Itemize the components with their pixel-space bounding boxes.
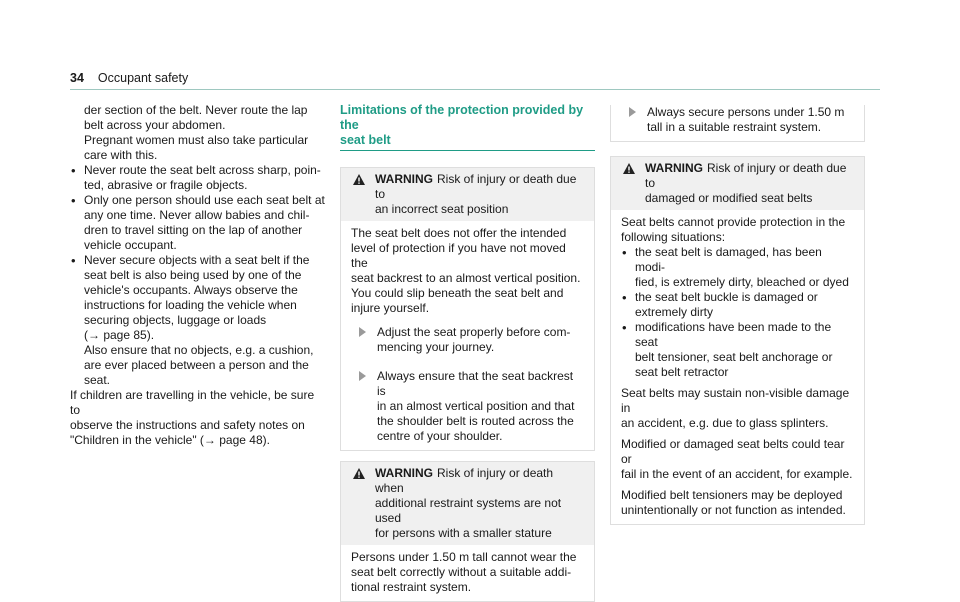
text-line: seat belt is also being used by one of the xyxy=(84,268,302,282)
text-line: fail in the event of an accident, for example. xyxy=(621,467,853,481)
text-line: Adjust the seat properly before com- xyxy=(377,325,571,339)
column-2 xyxy=(340,103,595,602)
text-line: any one time. Never allow babies and chil- xyxy=(84,208,310,222)
text-line: Also ensure that no objects, e.g. a cushion, xyxy=(84,343,314,357)
page-header xyxy=(70,71,188,85)
instruction-step xyxy=(351,369,584,444)
text-line: Seat belts may sustain non-visible damage in xyxy=(621,386,850,415)
page-number: 34 xyxy=(70,71,84,85)
text-line: Pregnant women must also take particular xyxy=(84,133,309,147)
warning-body xyxy=(611,210,864,524)
text-line: mencing your journey. xyxy=(377,340,495,354)
text-line: vehicle's occupants. Always observe the xyxy=(84,283,298,297)
page-reference-link[interactable]: (→ page 85). xyxy=(84,328,155,342)
list-item xyxy=(70,193,325,253)
bullet-list xyxy=(70,163,325,388)
header-divider xyxy=(70,89,880,90)
text-line: The seat belt does not offer the intended xyxy=(351,226,567,240)
warning-title: Risk of injury or death due to xyxy=(645,161,847,190)
bullet-list xyxy=(621,245,854,380)
text-line: If children are travelling in the vehicle, be sure to xyxy=(70,388,315,417)
text-line: Seat belts cannot provide protection in the xyxy=(621,215,846,229)
text-line: • modifications have been made to the seat xyxy=(635,320,832,349)
text-line: care with this. xyxy=(84,148,158,162)
text-line: You could slip beneath the seat belt and xyxy=(351,286,564,300)
step-arrow-icon xyxy=(629,107,636,117)
text-line: centre of your shoulder. xyxy=(377,429,503,443)
instruction-step xyxy=(351,325,584,355)
text-line: Always ensure that the seat backrest is xyxy=(377,369,574,398)
warning-triangle-icon xyxy=(353,174,365,185)
section-title: Occupant safety xyxy=(97,71,189,85)
text-line: tional restraint system. xyxy=(351,580,472,594)
warning-title: additional restraint systems are not used xyxy=(375,496,562,525)
warning-label: WARNING xyxy=(645,161,703,175)
warning-box xyxy=(340,461,595,602)
paragraph xyxy=(621,386,854,431)
warning-body xyxy=(341,545,594,601)
text-line: tall in a suitable restraint system. xyxy=(647,120,822,134)
closing-paragraph xyxy=(70,388,325,448)
text-line: • the seat belt buckle is damaged or xyxy=(635,290,818,304)
text-line: • the seat belt is damaged, has been modi- xyxy=(635,245,822,274)
text-line: the shoulder belt is routed across the xyxy=(377,414,574,428)
continued-paragraph xyxy=(70,103,325,163)
text-line: injure yourself. xyxy=(351,301,430,315)
step-arrow-icon xyxy=(359,371,366,381)
warning-title: for persons with a smaller stature xyxy=(375,526,552,540)
text-line: belt tensioner, seat belt anchorage or xyxy=(635,350,833,364)
warning-triangle-icon xyxy=(623,163,635,174)
list-item xyxy=(621,290,854,320)
text-line: Always secure persons under 1.50 m xyxy=(647,105,845,119)
text-line: seat belt retractor xyxy=(635,365,729,379)
paragraph xyxy=(621,437,854,482)
text-line: fied, is extremely dirty, bleached or dyed xyxy=(635,275,849,289)
text-line: following situations: xyxy=(621,230,726,244)
warning-title: Risk of injury or death due to xyxy=(375,172,577,201)
heading-line: seat belt xyxy=(340,133,391,147)
warning-title: an incorrect seat position xyxy=(375,202,509,216)
text-line: seat belt correctly without a suitable addi- xyxy=(351,565,572,579)
list-item xyxy=(621,320,854,380)
column-3 xyxy=(610,103,865,525)
text-line: • Only one person should use each seat belt at xyxy=(84,193,325,207)
list-item xyxy=(70,163,325,193)
warning-label: WARNING xyxy=(375,172,433,186)
page-reference-link[interactable]: "Children in the vehicle" (→ page 48). xyxy=(70,433,270,447)
list-item xyxy=(621,245,854,290)
text-line: belt across your abdomen. xyxy=(84,118,226,132)
text-line: extremely dirty xyxy=(635,305,714,319)
text-line: Persons under 1.50 m tall cannot wear the xyxy=(351,550,577,564)
text-line: level of protection if you have not moved the xyxy=(351,241,566,270)
text-line: vehicle occupant. xyxy=(84,238,177,252)
text-line: seat backrest to an almost vertical position. xyxy=(351,271,581,285)
step-arrow-icon xyxy=(359,327,366,337)
text-line: • Never secure objects with a seat belt if the xyxy=(84,253,310,267)
text-line: securing objects, luggage or loads xyxy=(84,313,267,327)
instruction-step xyxy=(621,105,854,135)
warning-box xyxy=(610,156,865,525)
warning-label: WARNING xyxy=(375,466,433,480)
section-heading xyxy=(340,103,595,148)
heading-underline xyxy=(340,150,595,151)
text-line: Modified belt tensioners may be deployed xyxy=(621,488,843,502)
text-line: der section of the belt. Never route the lap xyxy=(84,103,308,117)
text-line: dren to travel sitting on the lap of another xyxy=(84,223,303,237)
paragraph xyxy=(621,488,854,518)
list-item xyxy=(70,253,325,388)
warning-box xyxy=(340,167,595,451)
text-line: an accident, e.g. due to glass splinters. xyxy=(621,416,829,430)
text-line: unintentionally or not function as intended. xyxy=(621,503,846,517)
text-line: Modified or damaged seat belts could tear or xyxy=(621,437,845,466)
column-1 xyxy=(70,103,325,448)
heading-line: Limitations of the protection provided by the xyxy=(340,103,584,132)
warning-title: Risk of injury or death when xyxy=(375,466,554,495)
text-line: observe the instructions and safety notes on xyxy=(70,418,305,432)
text-line: in an almost vertical position and that xyxy=(377,399,575,413)
text-line: instructions for loading the vehicle when xyxy=(84,298,297,312)
warning-header xyxy=(611,157,864,210)
text-line: are ever placed between a person and the xyxy=(84,358,309,372)
continued-warning-box xyxy=(610,105,865,142)
text-line: • Never route the seat belt across sharp, poin- xyxy=(84,163,321,177)
warning-title: damaged or modified seat belts xyxy=(645,191,813,205)
text-line: seat. xyxy=(84,373,111,387)
warning-header xyxy=(341,168,594,221)
warning-body xyxy=(341,221,594,450)
text-line: ted, abrasive or fragile objects. xyxy=(84,178,248,192)
warning-triangle-icon xyxy=(353,468,365,479)
